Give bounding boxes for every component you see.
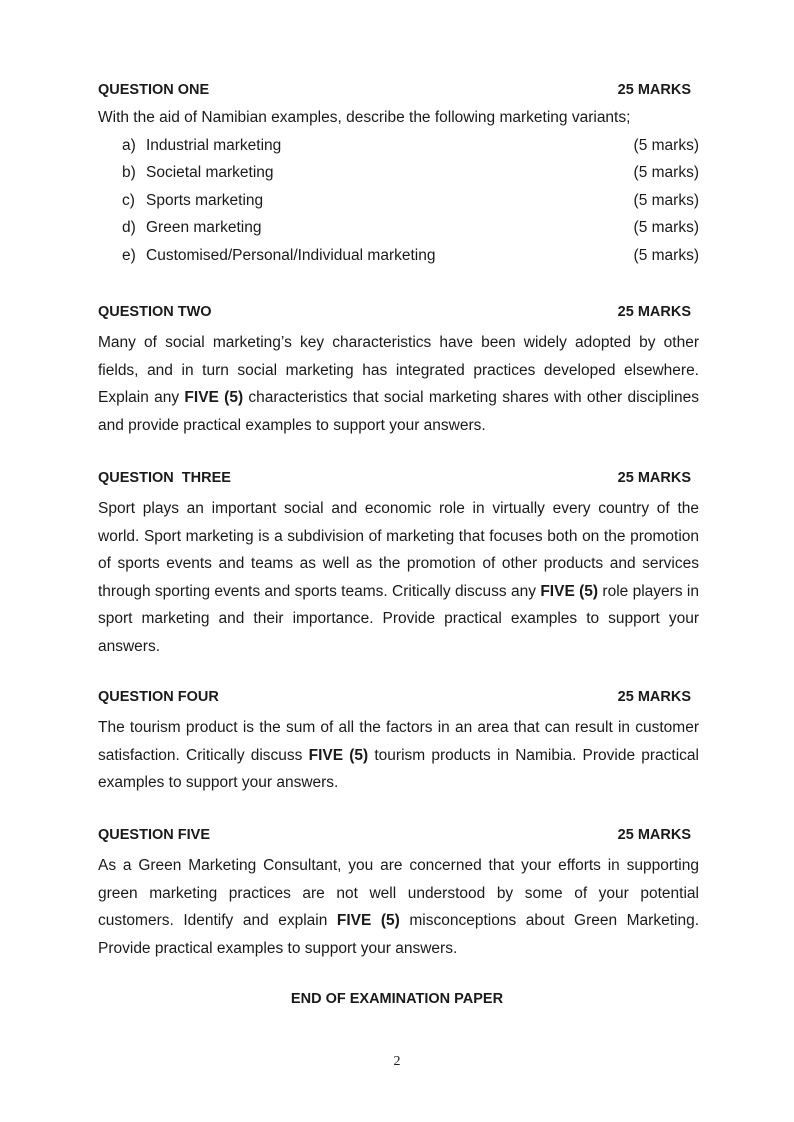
list-item: e) Customised/Personal/Individual marketing (5 marks) xyxy=(122,246,699,264)
question-title: QUESTION FOUR xyxy=(98,689,219,705)
question-title: QUESTION TWO xyxy=(98,304,212,320)
question-marks: 25 MARKS xyxy=(617,827,691,843)
question-marks: 25 MARKS xyxy=(617,689,691,705)
question-two xyxy=(98,302,699,439)
list-item: c) Sports marketing (5 marks) xyxy=(122,191,699,209)
question-title: QUESTION ONE xyxy=(98,82,210,98)
question-body: The tourism product is the sum of all the factors in an area that can result in customer satisfaction. Critically discuss FIVE (5) tourism products in Namibia. Provide practical examples to support your answers. xyxy=(98,719,699,792)
question-five xyxy=(98,825,699,962)
question-marks: 25 MARKS xyxy=(617,470,691,486)
end-of-paper: END OF EXAMINATION PAPER xyxy=(290,991,504,1007)
list-item: b) Societal marketing (5 marks) xyxy=(122,164,699,182)
list-item: a) Industrial marketing (5 marks) xyxy=(122,136,699,154)
question-marks: 25 MARKS xyxy=(617,304,691,320)
question-title: QUESTION THREE xyxy=(98,470,231,486)
page-number: 2 xyxy=(393,1054,401,1069)
question-title: QUESTION FIVE xyxy=(98,827,210,843)
question-three xyxy=(98,468,699,661)
question-body: Many of social marketing’s key characteristics have been widely adopted by other fields, and in turn social marketing has integrated practices developed elsewhere. Explain any FIVE (5) characteristics that social marketing shares with other disciplines and provide practical examples to support your answers. xyxy=(98,334,699,434)
item-list xyxy=(98,132,699,270)
question-one xyxy=(98,80,699,270)
question-intro: With the aid of Namibian examples, describe the following marketing variants; xyxy=(98,109,631,126)
question-marks: 25 MARKS xyxy=(617,82,691,98)
question-four xyxy=(98,687,699,797)
list-item: d) Green marketing (5 marks) xyxy=(122,219,699,237)
question-body: Sport plays an important social and economic role in virtually every country of the world. Sport marketing is a subdivision of marketing that focuses both on the promotion of sports events and teams as well as the promotion of other products and services through sporting events and sports teams. Critically discuss any FIVE (5) role players in sport marketing and their importance. Provide practical examples to support your answers. xyxy=(98,500,699,655)
question-body: As a Green Marketing Consultant, you are concerned that your efforts in supporting green marketing practices are not well understood by some of your potential customers. Identify and explain FIVE (5) misconceptions about Green Marketing. Provide practical examples to support your answers. xyxy=(98,857,700,957)
